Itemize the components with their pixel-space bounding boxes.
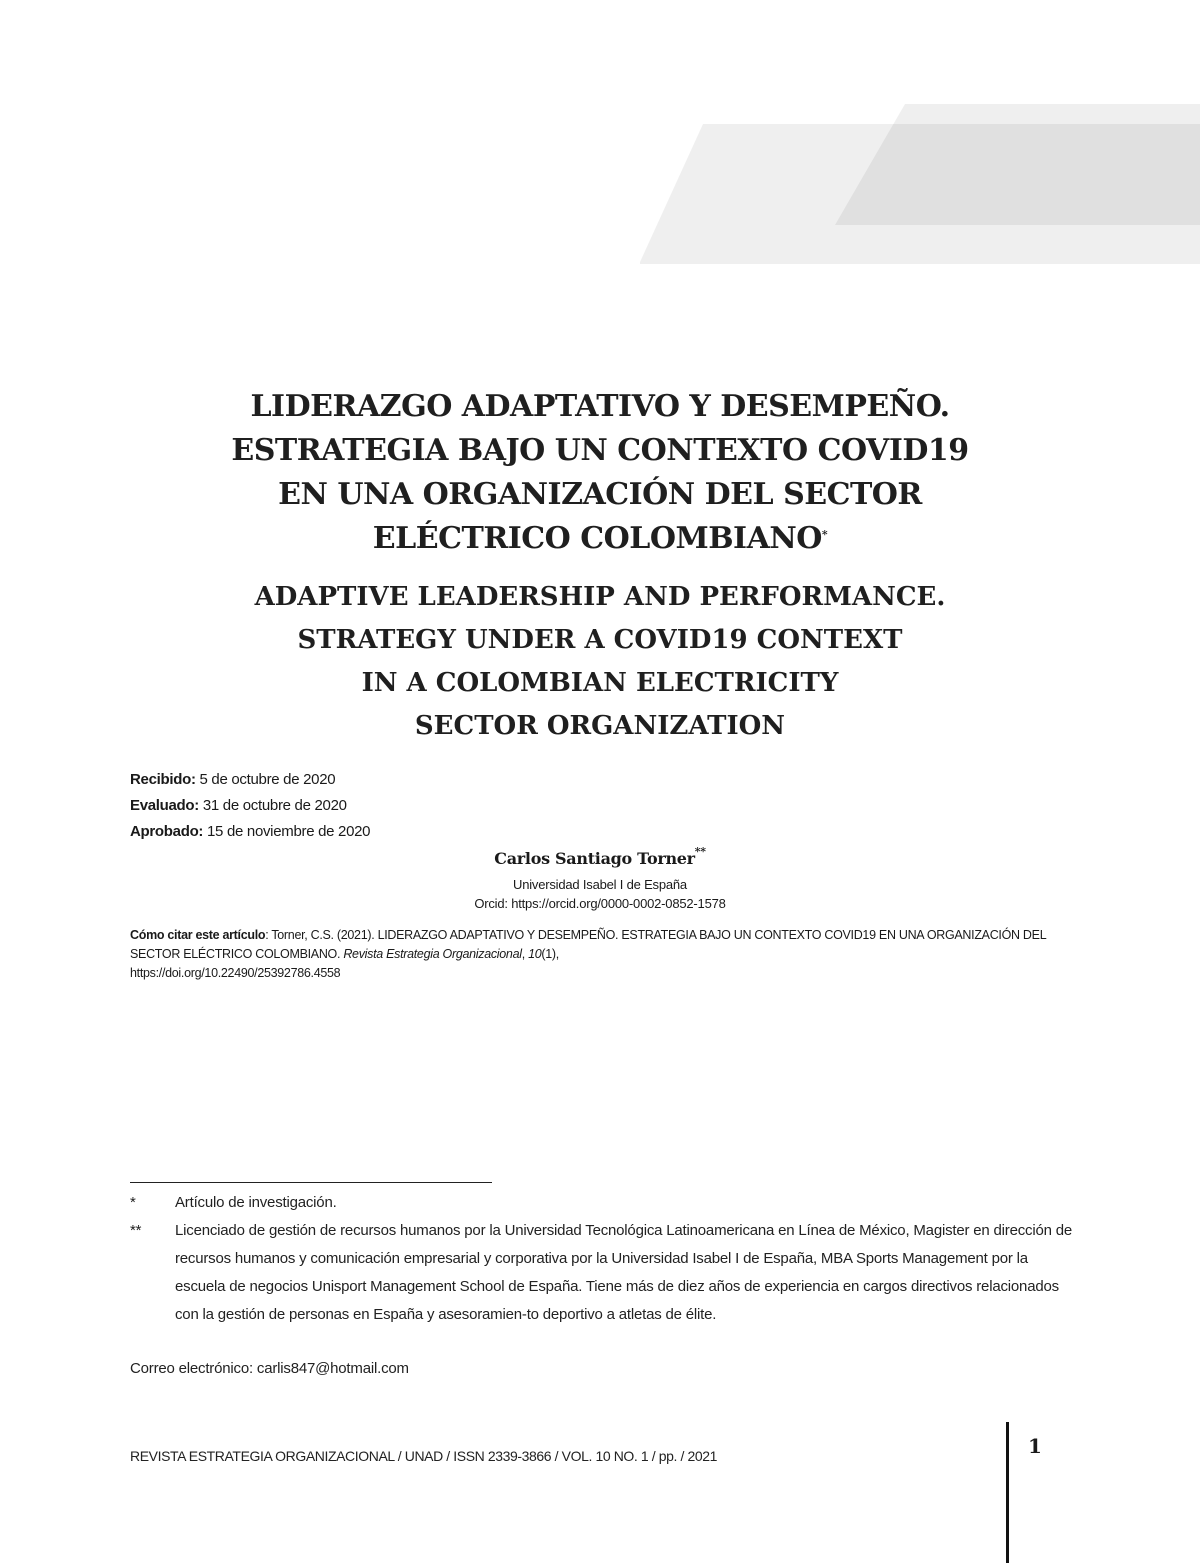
citation-volume: 10 [528,947,542,961]
title-line: SECTOR ORGANIZATION [414,711,786,741]
journal-footer: REVISTA ESTRATEGIA ORGANIZACIONAL / UNAD / ISSN 2339-3866 / VOL. 10 NO. 1 / pp. / 2021 [130,1448,718,1464]
author-orcid[interactable]: Orcid: https://orcid.org/0000-0002-0852-1578 [474,896,726,911]
citation [130,926,1080,983]
footnote-text: Licenciado de gestión de recursos humanos por la Universidad Tecnológica Latinoamericana en Línea de México, Magister en dirección de recursos humanos y comunicación empresarial y corporativa por la Universidad Isabel I de España, MBA Sports Management por la escuela de negocios Unisport Management School de España. Tiene más de diez años de experiencia en cargos directivos relacionados con la gestión de personas en España y asesoramien-to deportivo a atletas de élite. [175,1222,1073,1323]
author-name-text: Carlos Santiago Torner [494,849,695,868]
author-name [0,845,1200,868]
footnote-mark: ** [130,1222,142,1239]
title-line: ADAPTIVE LEADERSHIP AND PERFORMANCE. [254,582,946,612]
author-affiliation: Universidad Isabel I de España [513,877,687,892]
footer-divider [1006,1422,1009,1563]
date-label: Aprobado: [130,823,204,840]
page-number: 1 [1028,1434,1042,1458]
title-line: EN UNA ORGANIZACIÓN DEL SECTOR [278,477,922,512]
footnote-mark: * [821,528,828,541]
date-approved [130,819,370,845]
citation-journal: Revista Estrategia Organizacional [343,947,522,961]
title-line [0,517,1200,561]
citation-doi-link[interactable]: https://doi.org/10.22490/25392786.4558 [130,966,341,980]
footnote-mark: * [130,1194,136,1211]
footnote-text: Artículo de investigación. [175,1194,337,1211]
decorative-header-shapes [0,0,1200,300]
footnote-divider [130,1182,492,1183]
header-shape-front [835,104,1200,225]
date-value: 15 de noviembre de 2020 [203,823,371,840]
title-english [0,576,1200,748]
date-received [130,767,370,793]
title-line-text: ELÉCTRICO COLOMBIANO [372,521,822,556]
date-label: Recibido: [130,771,196,788]
footnote-mark: ** [694,845,706,858]
date-label: Evaluado: [130,797,199,814]
title-line: IN A COLOMBIAN ELECTRICITY [361,668,839,698]
citation-label: Cómo citar este artículo [130,928,266,942]
date-value: 5 de octubre de 2020 [195,771,336,788]
date-value: 31 de octubre de 2020 [198,797,347,814]
title-spanish [0,385,1200,561]
title-line: STRATEGY UNDER A COVID19 CONTEXT [297,625,903,655]
author-email[interactable]: Correo electrónico: carlis847@hotmail.com [130,1360,409,1377]
title-line: LIDERAZGO ADAPTATIVO Y DESEMPEÑO. [250,389,950,424]
title-line: ESTRATEGIA BAJO UN CONTEXTO COVID19 [231,433,969,468]
citation-text: : Torner, C.S. (2021). LIDERAZGO ADAPTATIVO Y DESEMPEÑO. ESTRATEGIA BAJO UN CONTEXTO COVID19 EN UNA ORGANIZACIÓN DEL SECTOR ELÉCTRICO COLOMBIANO. [130,928,1046,961]
date-evaluated [130,793,370,819]
citation-sep: , [521,947,529,961]
article-dates [130,767,370,845]
citation-issue: (1), [541,947,559,961]
